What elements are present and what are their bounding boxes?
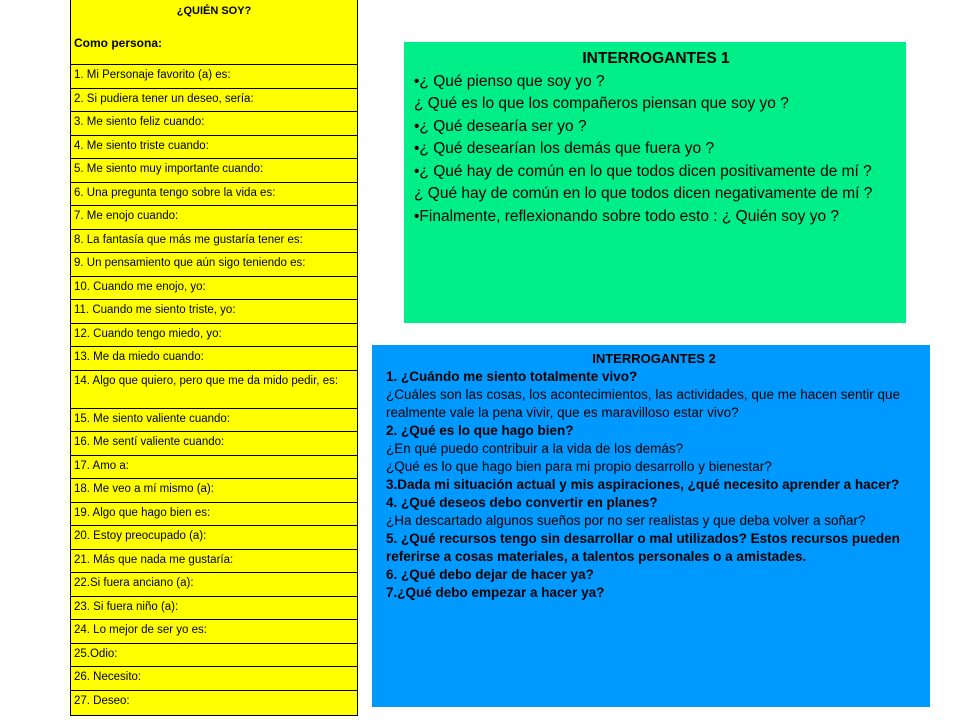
quien-soy-item: 27. Deseo: — [74, 694, 130, 707]
quien-soy-item: 24. Lo mejor de ser yo es: — [71, 620, 357, 644]
interrogantes-2-line: ¿Cuáles son las cosas, los acontecimientos, las actividades, que me hacen sentir que realmente vale la pena vivir, que es maravilloso estar vivo? — [386, 387, 901, 420]
interrogantes-2-line: ¿En qué puedo contribuir a la vida de los demás? — [386, 441, 684, 456]
interrogantes-2-line: 7.¿Qué debo empezar a hacer ya? — [386, 585, 605, 600]
quien-soy-item: 7. Me enojo cuando: — [71, 206, 357, 230]
quien-soy-item: 20. Estoy preocupado (a): — [71, 526, 357, 550]
interrogantes-1-line: •Finalmente, reflexionando sobre todo esto : ¿ Quién soy yo ? — [414, 207, 840, 225]
interrogantes-2-box — [372, 345, 930, 707]
interrogantes-2-line: ¿Qué es lo que hago bien para mi propio desarrollo y bienestar? — [386, 459, 772, 474]
interrogantes-2-line: 3.Dada mi situación actual y mis aspiraciones, ¿qué necesito aprender a hacer? — [386, 477, 900, 492]
interrogantes-2-line: 4. ¿Qué deseos debo convertir en planes? — [386, 495, 658, 510]
quien-soy-item: 15. Me siento valiente cuando: — [71, 409, 357, 433]
interrogantes-2-line: 6. ¿Qué debo dejar de hacer ya? — [386, 567, 594, 582]
interrogantes-1-line: •¿ Qué hay de común en lo que todos dicen positivamente de mí ? — [414, 162, 872, 180]
quien-soy-header — [71, 0, 357, 65]
quien-soy-item: 22.Si fuera anciano (a): — [71, 573, 357, 597]
quien-soy-item: 21. Más que nada me gustaría: — [71, 550, 357, 574]
interrogantes-1-line: •¿ Qué desearía ser yo ? — [414, 117, 587, 135]
quien-soy-item: 4. Me siento triste cuando: — [71, 136, 357, 160]
interrogantes-2-line: ¿Ha descartado algunos sueños por no ser realistas y que deba volver a soñar? — [386, 513, 866, 528]
quien-soy-item: 16. Me sentí valiente cuando: — [71, 432, 357, 456]
interrogantes-1-line: ¿ Qué es lo que los compañeros piensan que soy yo ? — [414, 95, 789, 112]
quien-soy-item: 13. Me da miedo cuando: — [71, 347, 357, 371]
quien-soy-item: 26. Necesito: — [71, 667, 357, 691]
interrogantes-1-box — [404, 42, 906, 323]
interrogantes-1-line: ¿ Qué hay de común en lo que todos dicen negativamente de mí ? — [414, 185, 873, 202]
quien-soy-item: 19. Algo que hago bien es: — [71, 503, 357, 527]
quien-soy-item: 5. Me siento muy importante cuando: — [71, 159, 357, 183]
quien-soy-item: 1. Mi Personaje favorito (a) es: — [71, 65, 357, 89]
quien-soy-item: 6. Una pregunta tengo sobre la vida es: — [71, 183, 357, 207]
quien-soy-item: 8. La fantasía que más me gustaría tener es: — [71, 230, 357, 254]
quien-soy-table — [70, 0, 358, 716]
quien-soy-item: 18. Me veo a mí mismo (a): — [71, 479, 357, 503]
quien-soy-rows — [71, 65, 357, 714]
quien-soy-title: ¿QUIÉN SOY? — [176, 5, 252, 17]
interrogantes-2-lines — [386, 368, 922, 602]
quien-soy-item: 25.Odio: — [71, 644, 357, 668]
interrogantes-2-line: 2. ¿Qué es lo que hago bien? — [386, 423, 574, 438]
interrogantes-1-line: •¿ Qué desearían los demás que fuera yo ? — [414, 140, 715, 157]
quien-soy-item: 2. Si pudiera tener un deseo, sería: — [71, 89, 357, 113]
interrogantes-1-title: INTERROGANTES 1 — [582, 50, 730, 67]
quien-soy-item: 9. Un pensamiento que aún sigo teniendo es: — [71, 253, 357, 277]
quien-soy-item: 11. Cuando me siento triste, yo: — [71, 300, 357, 324]
quien-soy-item: 17. Amo a: — [71, 456, 357, 480]
quien-soy-item: 23. Si fuera niño (a): — [71, 597, 357, 621]
interrogantes-2-line: 5. ¿Qué recursos tengo sin desarrollar o mal utilizados? Estos recursos pueden referirse a cosas materiales, a talentos personales o a amistades. — [386, 531, 900, 564]
interrogantes-1-line: •¿ Qué pienso que soy yo ? — [414, 72, 605, 90]
quien-soy-item: 10. Cuando me enojo, yo: — [71, 277, 357, 301]
quien-soy-subtitle: Como persona: — [74, 36, 163, 50]
quien-soy-item: 14. Algo que quiero, pero que me da mido pedir, es: — [71, 371, 357, 409]
quien-soy-item: 12. Cuando tengo miedo, yo: — [71, 324, 357, 348]
interrogantes-2-line: 1. ¿Cuándo me siento totalmente vivo? — [386, 369, 638, 384]
quien-soy-item: 3. Me siento feliz cuando: — [71, 112, 357, 136]
interrogantes-2-title: INTERROGANTES 2 — [592, 351, 716, 366]
